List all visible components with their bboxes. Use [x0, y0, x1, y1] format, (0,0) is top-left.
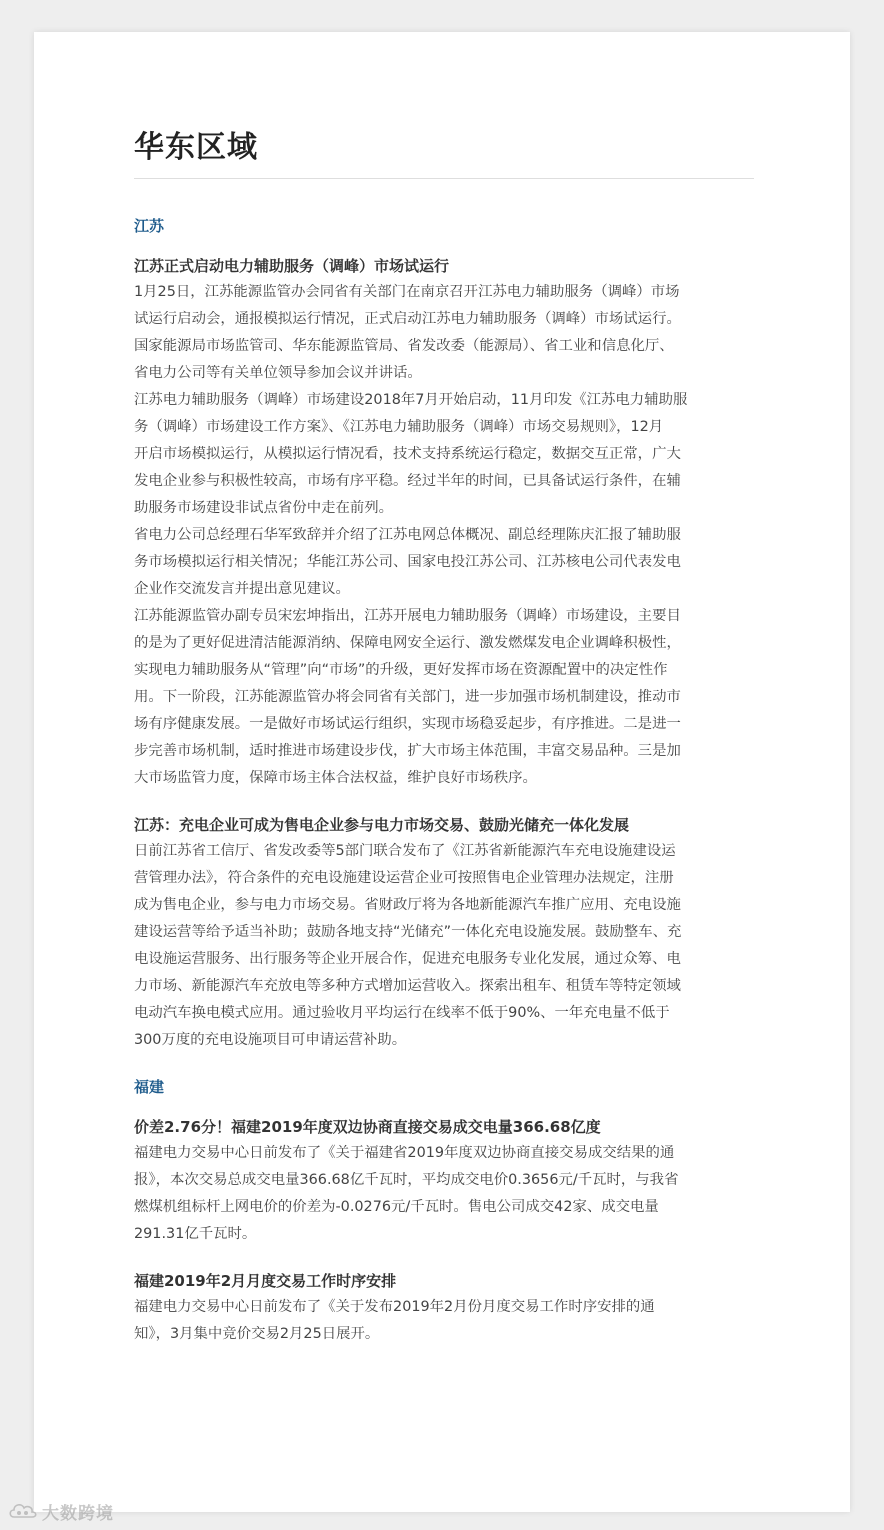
region-section-jiangsu [134, 213, 754, 1054]
article [134, 812, 754, 1054]
document-content [134, 126, 754, 1348]
watermark-text: 大数跨境 [42, 1503, 114, 1524]
cloud-logo-icon [8, 1500, 38, 1522]
article [134, 1268, 754, 1348]
document-page [34, 32, 850, 1512]
watermark [8, 1497, 114, 1525]
article-paragraph: 1月25日，江苏能源监管办会同省有关部门在南京召开江苏电力辅助服务（调峰）市场 试运行启动会，通报模拟运行情况，正式启动江苏电力辅助服务（调峰）市场试运行。 国家能源局市场监管司、华东能源监管局、省发改委（能源局）、省工业和信息化厅、 省电力公司等有关单位领导参加会议并讲话。 [134, 284, 681, 381]
article [134, 1114, 754, 1248]
article-paragraph: 福建电力交易中心日前发布了《关于福建省2019年度双边协商直接交易成交结果的通 报》，本次交易总成交电量366.68亿千瓦时，平均成交电价0.3656元/千瓦时，与我省 燃煤机组标杆上网电价的价差为-0.0276元/千瓦时。售电公司成交42家、成交电量 291.31亿千瓦时。 [134, 1145, 679, 1242]
article [134, 253, 754, 792]
article-title: 江苏正式启动电力辅助服务（调峰）市场试运行 [134, 257, 450, 275]
article-title: 价差2.76分！福建2019年度双边协商直接交易成交电量366.68亿度 [134, 1118, 601, 1136]
region-heading: 福建 [134, 1078, 165, 1096]
article-paragraph: 江苏能源监管办副专员宋宏坤指出，江苏开展电力辅助服务（调峰）市场建设，主要目 的是为了更好促进清洁能源消纳、保障电网安全运行、激发燃煤发电企业调峰积极性， 实现电力辅助服务从“管理”向“市场”的升级，更好发挥市场在资源配置中的决定性作 用。下一阶段，江苏能源监管办将会同省有关部门，进一步加强市场机制建设，推动市 场有序健康发展。一是做好市场试运行组织，实现市场稳妥起步，有序推进。二是进一 步完善市场机制，适时推进市场建设步伐，扩大市场主体范围，丰富交易品种。三是加 大市场监管力度，保障市场主体合法权益，维护良好市场秩序。 [134, 608, 681, 786]
region-heading: 江苏 [134, 217, 165, 235]
article-paragraph: 江苏电力辅助服务（调峰）市场建设2018年7月开始启动，11月印发《江苏电力辅助服 务（调峰）市场建设工作方案》、《江苏电力辅助服务（调峰）市场交易规则》，12月 开启市场模拟运行，从模拟运行情况看，技术支持系统运行稳定，数据交互正常，广大 发电企业参与积极性较高，市场有序平稳。经过半年的时间，已具备试运行条件，在辅 助服务市场建设非试点省份中走在前列。 [134, 392, 688, 516]
page-title: 华东区域 [134, 126, 754, 179]
region-section-fujian [134, 1074, 754, 1348]
article-paragraph: 福建电力交易中心日前发布了《关于发布2019年2月份月度交易工作时序安排的通 知》，3月集中竞价交易2月25日展开。 [134, 1299, 655, 1342]
article-title: 江苏：充电企业可成为售电企业参与电力市场交易、鼓励光储充一体化发展 [134, 816, 630, 834]
article-paragraph: 省电力公司总经理石华军致辞并介绍了江苏电网总体概况、副总经理陈庆汇报了辅助服 务市场模拟运行相关情况；华能江苏公司、国家电投江苏公司、江苏核电公司代表发电 企业作交流发言并提出意见建议。 [134, 527, 681, 597]
article-paragraph: 日前江苏省工信厅、省发改委等5部门联合发布了《江苏省新能源汽车充电设施建设运 营管理办法》，符合条件的充电设施建设运营企业可按照售电企业管理办法规定，注册 成为售电企业，参与电力市场交易。省财政厅将为各地新能源汽车推广应用、充电设施 建设运营等给予适当补助；鼓励各地支持“光储充”一体化充电设施发展。鼓励整车、充 电设施运营服务、出行服务等企业开展合作，促进充电服务专业化发展，通过众筹、电 力市场、新能源汽车充放电等多种方式增加运营收入。探索出租车、租赁车等特定领域 电动汽车换电模式应用。通过验收月平均运行在线率不低于90%、一年充电量不低于 300万度的充电设施项目可申请运营补助。 [134, 843, 682, 1048]
article-title: 福建2019年2月月度交易工作时序安排 [134, 1272, 397, 1290]
